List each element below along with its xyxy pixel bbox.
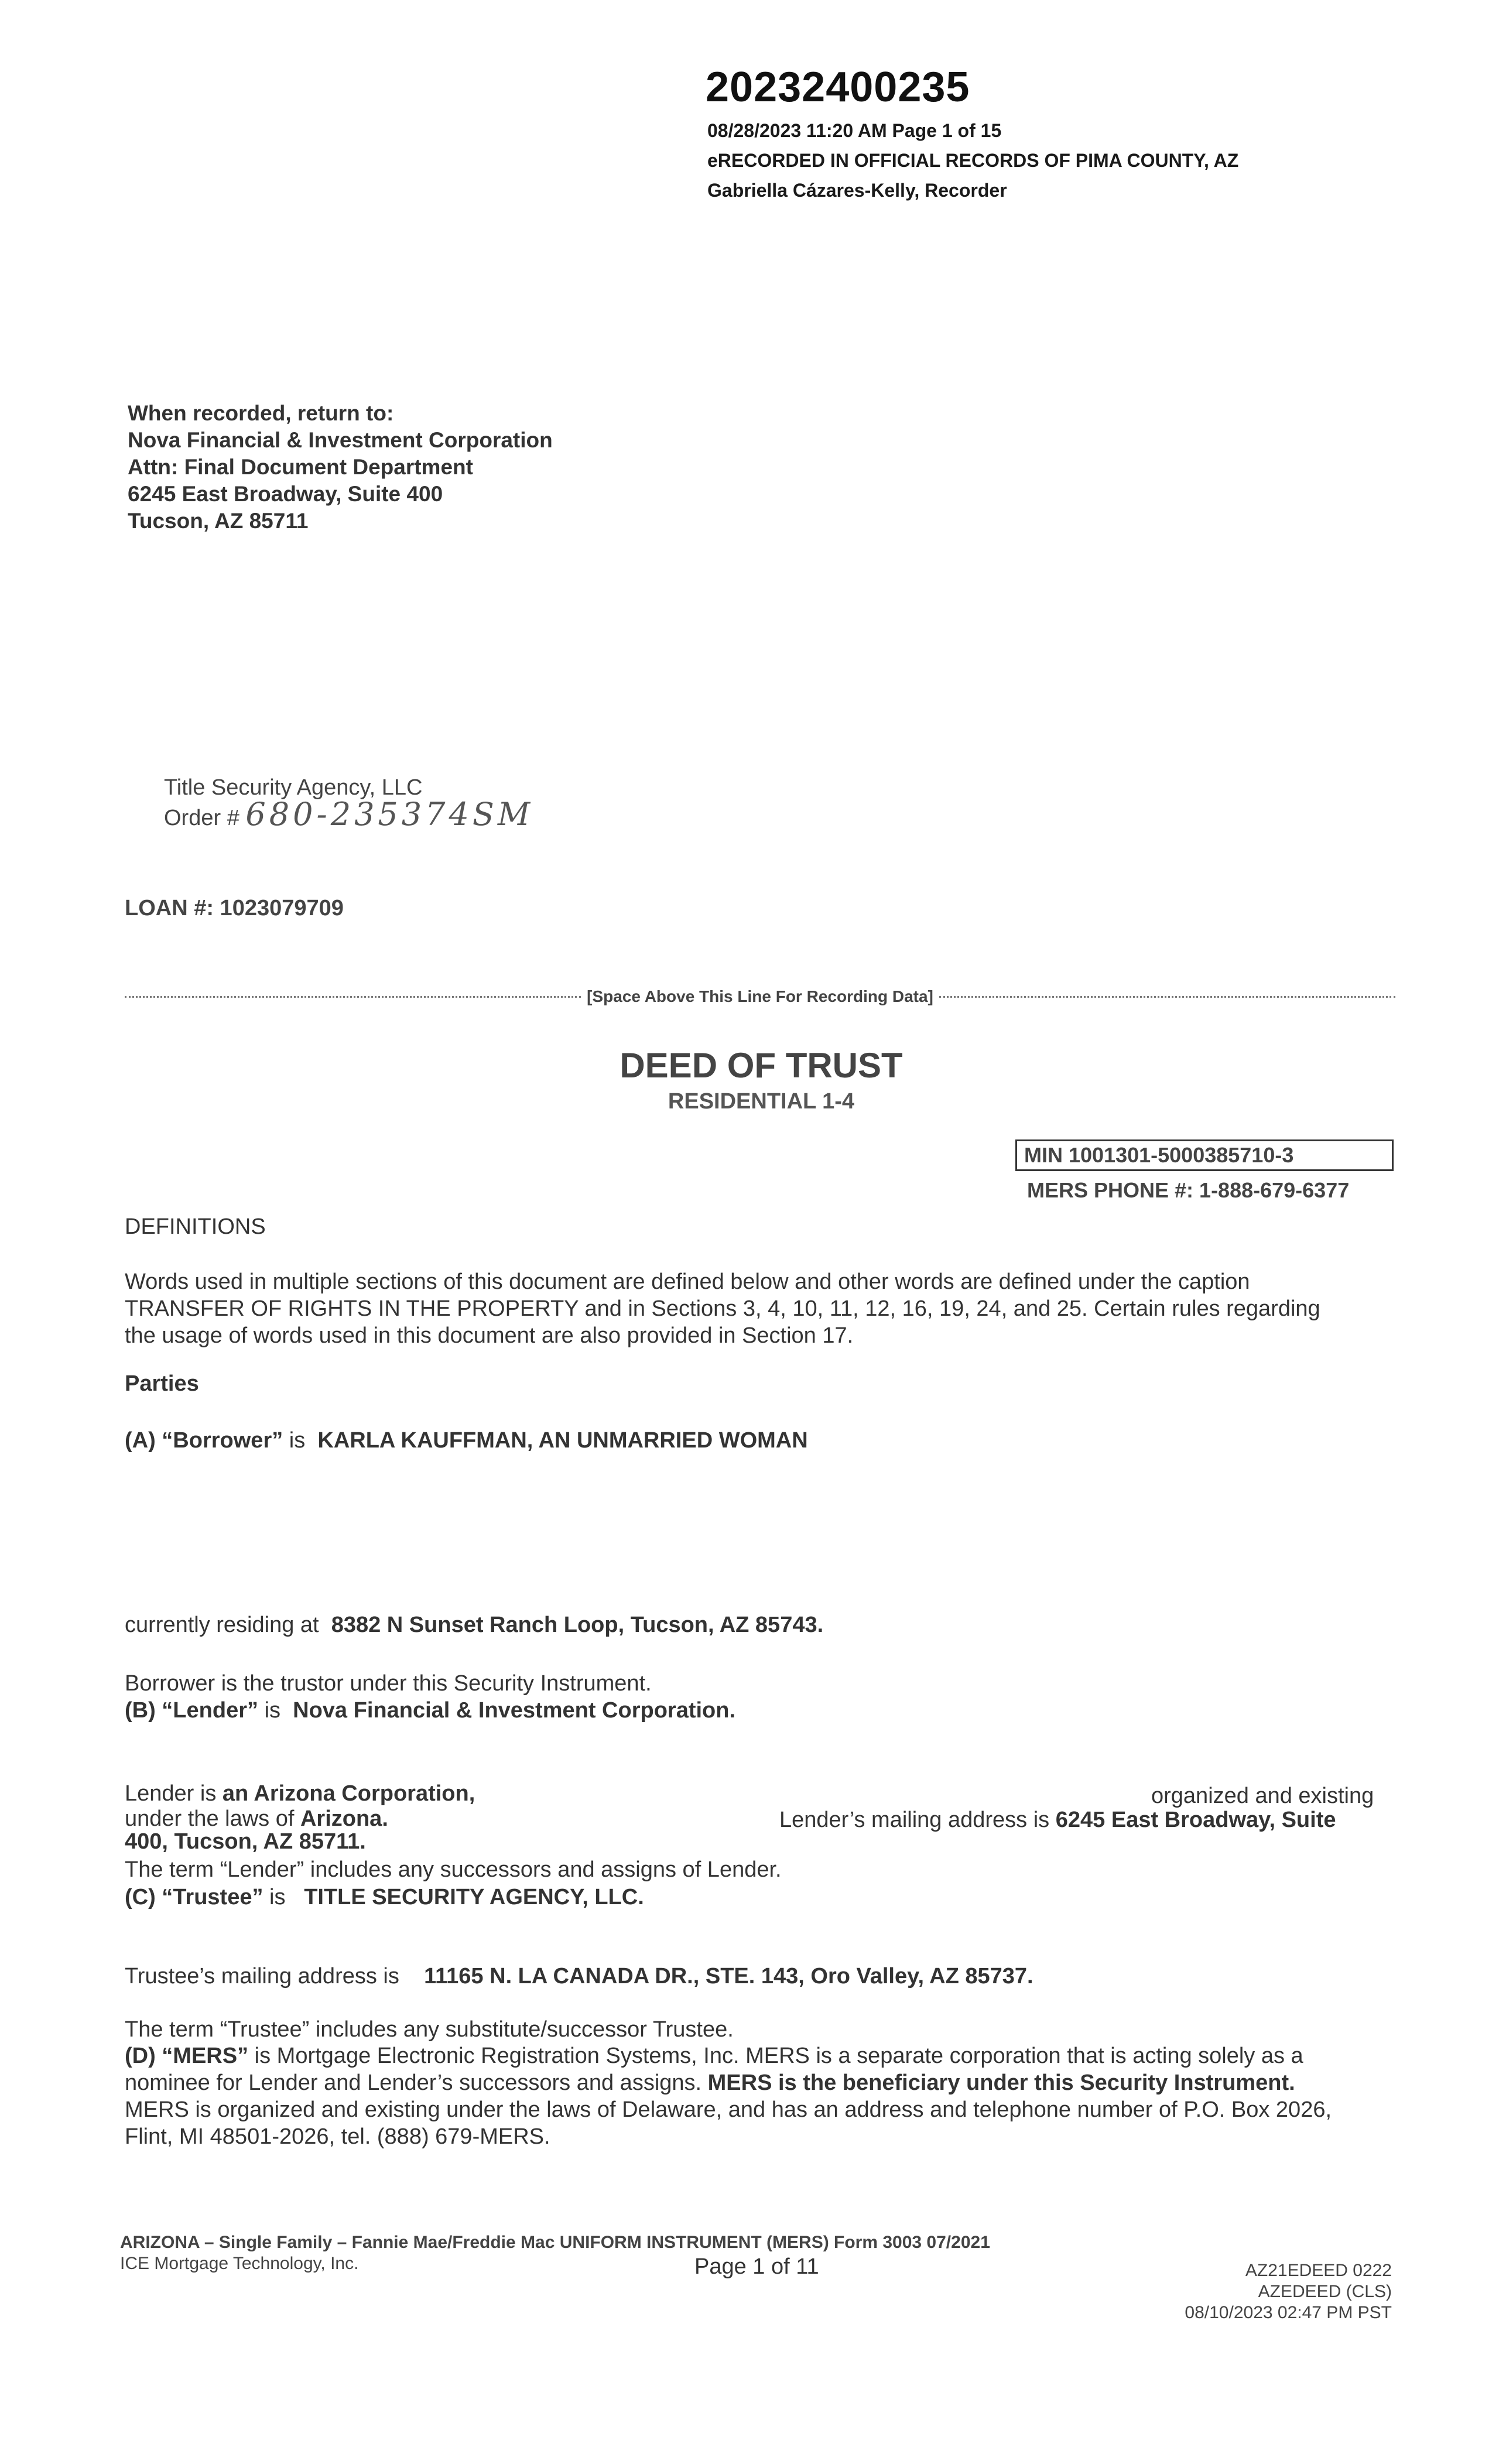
loan-number: LOAN #: 1023079709 [125, 896, 344, 920]
return-to-street: 6245 East Broadway, Suite 400 [128, 482, 443, 506]
footer-code-3: 08/10/2023 02:47 PM PST [1185, 2303, 1392, 2322]
lender-mailing-prefix: Lender’s mailing address is [779, 1808, 1050, 1832]
dotted-rule-left [125, 996, 581, 998]
lender-mailing-part1: 6245 East Broadway, Suite [1055, 1808, 1336, 1832]
mers-line-4: Flint, MI 48501-2026, tel. (888) 679-MERS. [125, 2124, 550, 2149]
lender-entity-line [125, 1780, 475, 1807]
trustee-definition [125, 1884, 644, 1911]
intro-line-3: the usage of words used in this document are also provided in Section 17. [125, 1323, 854, 1348]
footer-codes [1185, 2260, 1392, 2323]
handwritten-order-number: 680-235374SM [245, 796, 534, 833]
borrower-is: is [289, 1428, 306, 1453]
footer-vendor: ICE Mortgage Technology, Inc. [120, 2254, 359, 2273]
min-number-box: MIN 1001301-5000385710-3 [1015, 1139, 1394, 1171]
document-subtitle: RESIDENTIAL 1-4 [668, 1089, 855, 1114]
lender-organized: organized and existing [1151, 1784, 1374, 1808]
document-title: DEED OF TRUST [620, 1046, 903, 1085]
footer-code-1: AZ21EDEED 0222 [1245, 2261, 1392, 2280]
mers-line-3: MERS is organized and existing under the laws of Delaware, and has an address and telephone number of P.O. Box 2026, [125, 2097, 1332, 2122]
borrower-address: 8382 N Sunset Ranch Loop, Tucson, AZ 85743. [331, 1613, 824, 1637]
borrower-label: (A) “Borrower” [125, 1428, 283, 1453]
mers-definition [125, 2042, 1395, 2150]
return-to-heading: When recorded, return to: [128, 401, 394, 425]
lender-entity: an Arizona Corporation, [222, 1781, 475, 1806]
return-to-city: Tucson, AZ 85711 [128, 509, 309, 533]
title-agency-name: Title Security Agency, LLC [164, 775, 423, 800]
lender-state: Arizona. [300, 1806, 388, 1831]
lender-under-laws: under the laws of [125, 1806, 295, 1831]
trustee-label: (C) “Trustee” [125, 1885, 263, 1909]
footer-form-line: ARIZONA – Single Family – Fannie Mae/Freddie Mac UNIFORM INSTRUMENT (MERS) Form 3003 07/2021 [120, 2233, 990, 2252]
recorder-name: Gabriella Cázares-Kelly, Recorder [707, 180, 1007, 201]
borrower-name: KARLA KAUFFMAN, AN UNMARRIED WOMAN [317, 1428, 808, 1453]
mers-phone: MERS PHONE #: 1-888-679-6377 [1027, 1178, 1350, 1202]
title-agency-block [164, 774, 533, 831]
intro-line-2: TRANSFER OF RIGHTS IN THE PROPERTY and in Sections 3, 4, 10, 11, 12, 16, 19, 24, and 25. Certain rules regarding [125, 1296, 1320, 1321]
lender-definition [125, 1697, 735, 1724]
definitions-heading: DEFINITIONS [125, 1214, 266, 1239]
borrower-definition [125, 1427, 808, 1454]
recording-data-separator [125, 985, 1395, 1008]
lender-label: (B) “Lender” [125, 1698, 258, 1723]
lender-mailing-line [779, 1806, 1336, 1833]
recording-data-label: [Space Above This Line For Recording Data] [587, 987, 933, 1005]
definitions-intro [125, 1268, 1395, 1349]
order-label: Order # [164, 806, 239, 830]
trustee-name: TITLE SECURITY AGENCY, LLC. [304, 1885, 644, 1909]
mers-line-2 [125, 2069, 1395, 2096]
lender-is-an: Lender is [125, 1781, 217, 1806]
lender-mailing-part2: 400, Tucson, AZ 85711. [125, 1829, 366, 1854]
intro-line-1: Words used in multiple sections of this document are defined below and other words are defined under the caption [125, 1269, 1250, 1294]
recording-county: eRECORDED IN OFFICIAL RECORDS OF PIMA COUNTY, AZ [707, 150, 1239, 171]
return-to-attn: Attn: Final Document Department [128, 455, 473, 479]
borrower-residence [125, 1611, 823, 1638]
return-to-company: Nova Financial & Investment Corporation [128, 428, 553, 452]
mers-line-1-text: is Mortgage Electronic Registration Systems, Inc. MERS is a separate corporation that is acting solely as a [254, 2044, 1303, 2068]
footer-code-2: AZEDEED (CLS) [1258, 2282, 1392, 2301]
trustee-mailing-line [125, 1963, 1033, 1990]
parties-heading: Parties [125, 1371, 199, 1396]
borrower-trustor-line: Borrower is the trustor under this Security Instrument. [125, 1671, 652, 1696]
residing-prefix: currently residing at [125, 1613, 319, 1637]
trustee-mailing-prefix: Trustee’s mailing address is [125, 1964, 399, 1989]
dotted-rule-right [939, 996, 1395, 998]
mers-nominee-text: nominee for Lender and Lender’s successors and assigns. [125, 2071, 702, 2095]
lender-successors: The term “Lender” includes any successors and assigns of Lender. [125, 1857, 782, 1882]
footer-page-number: Page 1 of 11 [694, 2254, 819, 2279]
recording-number: 20232400235 [706, 64, 970, 111]
trustee-mailing-address: 11165 N. LA CANADA DR., STE. 143, Oro Valley, AZ 85737. [424, 1964, 1033, 1989]
trustee-is: is [269, 1885, 286, 1909]
lender-is: is [264, 1698, 281, 1723]
recording-timestamp: 08/28/2023 11:20 AM Page 1 of 15 [707, 120, 1002, 141]
mers-label: (D) “MERS” [125, 2044, 249, 2068]
mers-line-1 [125, 2042, 1395, 2069]
mers-beneficiary-text: MERS is the beneficiary under this Security Instrument. [707, 2071, 1295, 2095]
lender-name: Nova Financial & Investment Corporation. [293, 1698, 736, 1723]
order-line [164, 796, 534, 833]
trustee-successors: The term “Trustee” includes any substitute/successor Trustee. [125, 2017, 734, 2042]
